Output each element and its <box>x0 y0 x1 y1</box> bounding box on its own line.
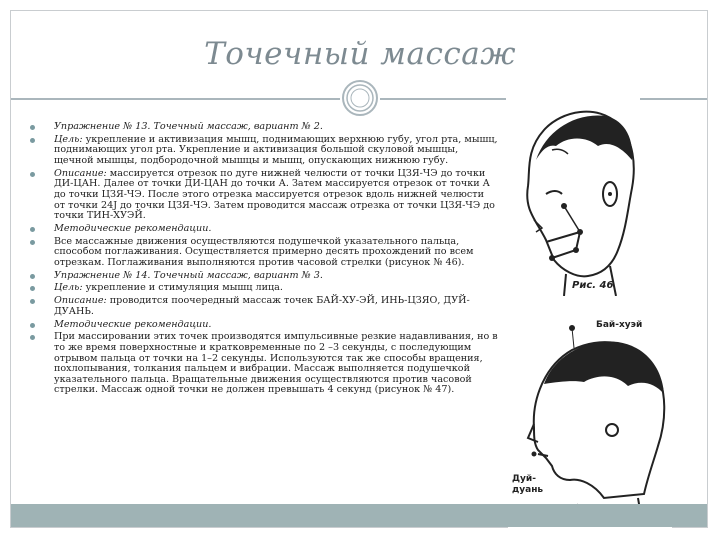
bullet-icon <box>30 335 35 340</box>
bullet-icon <box>30 274 35 279</box>
list-item-text: Все массажные движения осуществляются подушечкой указательного пальца, способом поглаживания. Осуществляется примерно десять прохождений по всем отрезкам. Поглаживания выполняются против часовой стрелки (рисунок № 46). <box>54 235 474 268</box>
list-item-text: массируется отрезок по дуге нижней челюсти от точки ЦЗЯ-ЧЭ до точки ДИ-ЦАН. Далее от точки ДИ-ЦАН до точки А. Затем массируется отрезок от точки А до точки ЦЗЯ-ЧЭ. После этого отрезка массируется отрезок вдоль нижней челюсти от точки 24J до точки ЦЗЯ-ЧЭ. Затем проводится массаж отрезка от точки ЦЗЯ-ЧЭ до точки ТИН-ХУЭЙ. <box>54 167 495 222</box>
bullet-icon <box>30 286 35 291</box>
bullet-list <box>30 122 498 398</box>
list-item-text: проводится поочередный массаж точек БАЙ-ХУ-ЭЙ, ИНЬ-ЦЗЯО, ДУЙ-ДУАНЬ. <box>54 295 470 317</box>
list-item <box>30 135 498 167</box>
list-item <box>30 122 498 133</box>
list-item <box>30 320 498 331</box>
list-item-text: Упражнение № 14. Точечный массаж, вариант № 3. <box>54 269 323 281</box>
list-item-text: Упражнение № 13. Точечный массаж, вариант № 2. <box>54 121 323 132</box>
bullet-icon <box>30 138 35 143</box>
list-item <box>30 224 498 235</box>
list-item-text: При массировании этих точек производятся импульсивные резкие надавливания, но в то же время поверхностные и кратковременные по 2 –3 секунды, с последующим отрывом пальца от точки на 1–2 секунды. Используются так же способы вращения, похлопывания, толкания пальцем и вибрации. Массаж выполняется подушечкой указательного пальца. Вращательные движения осуществляются против часовой стрелки. Массаж одной точки не должен превышать 4 секунд (рисунок № 47). <box>54 331 498 396</box>
page-title: Точечный массаж <box>204 36 516 72</box>
list-item-text: Методические рекомендации. <box>54 222 212 234</box>
figure-46 <box>506 90 640 296</box>
figure-46-caption: Рис. 46 <box>572 280 614 291</box>
list-item <box>30 332 498 396</box>
list-item-text: Описание: <box>54 295 107 307</box>
list-item-text: Методические рекомендации. <box>54 318 212 330</box>
list-item <box>30 296 498 317</box>
list-item-text: укрепление и стимуляция мышц лица. <box>82 282 283 294</box>
bullet-icon <box>30 125 35 130</box>
list-item-text: Цель: <box>54 282 83 294</box>
head-illustration-front <box>506 90 640 296</box>
circle-ornament-icon <box>340 78 380 118</box>
list-item <box>30 271 498 282</box>
list-item-text: Цель: <box>54 133 83 145</box>
label-bai-huei: Бай-хуэй <box>596 320 643 330</box>
list-item <box>30 283 498 294</box>
list-item <box>30 169 498 222</box>
bullet-icon <box>30 227 35 232</box>
list-item-text: Описание: <box>54 167 107 179</box>
bullet-icon <box>30 172 35 177</box>
title-rule-left <box>11 98 340 100</box>
label-dui-duan: Дуй- дуань <box>512 474 544 495</box>
list-item <box>30 237 498 269</box>
bullet-icon <box>30 299 35 304</box>
bullet-icon <box>30 240 35 245</box>
bullet-icon <box>30 323 35 328</box>
bottom-bar <box>11 504 707 527</box>
list-item-text: укрепление и активизация мышц, поднимающих верхнюю губу, угол рта, мышц, поднимающих угол рта. Укрепление и активизация большой скуловой мышцы, щечной мышцы, подбородочной мышцы и мышц, опускающих нижнюю губу. <box>54 133 498 166</box>
figure-47 <box>508 308 672 528</box>
